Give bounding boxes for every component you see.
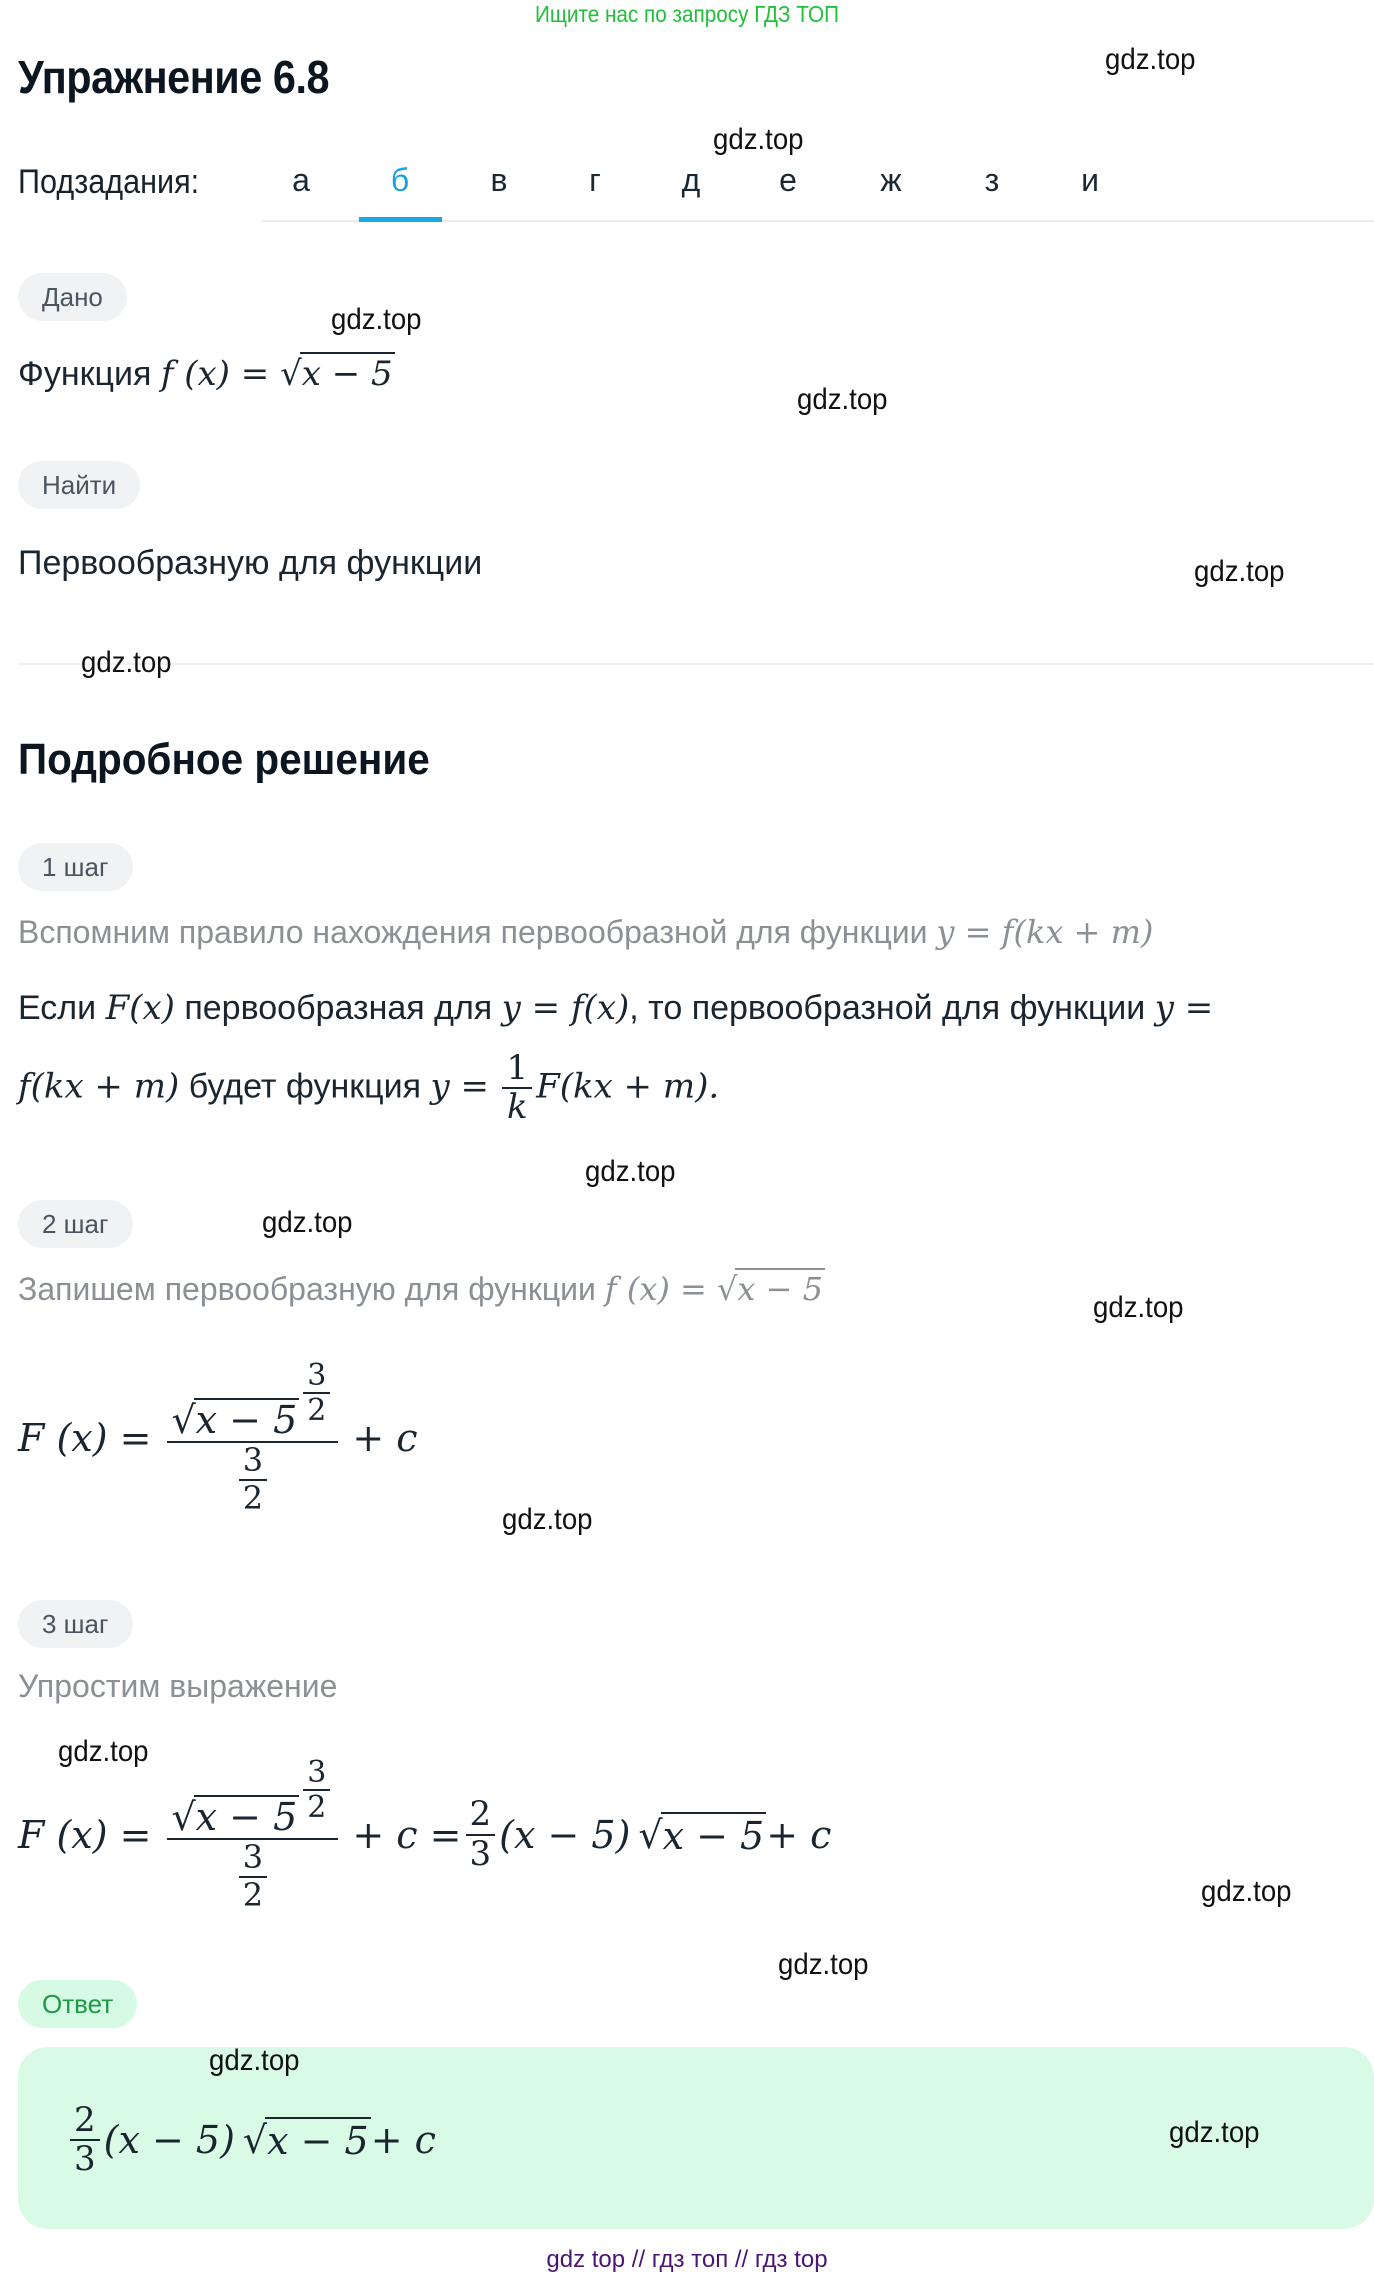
watermark: gdz.top (262, 1206, 353, 1239)
given-text: Функция (18, 355, 152, 393)
answer-formula: $\frac{2}{3}$ (x − 5) √ x − 5 + c (66, 2085, 436, 2195)
watermark: gdz.top (585, 1155, 676, 1188)
tab-a[interactable]: а (292, 162, 310, 198)
watermark: gdz.top (1093, 1291, 1184, 1324)
watermark: gdz.top (1201, 1875, 1292, 1908)
watermark: gdz.top (797, 383, 888, 416)
watermark: gdz.top (1169, 2116, 1260, 2149)
step-1-rule-line-2: f(kx + m) будет функция y = $\frac{1}{k}$ F(kx + m). (18, 1048, 720, 1128)
tab-z[interactable]: з (984, 162, 1000, 198)
step-3-formula: F (x) = √ x − 5 $\frac{3}{2}$ 3 2 + c = $\frac{2}{3}$ (x − 5) √ x − 5 + c (18, 1755, 832, 1914)
tab-v[interactable]: в (490, 162, 508, 198)
watermark: gdz.top (778, 1948, 869, 1981)
step-1-rule-line-1: Если F(x) первообразная для y = f(x), то первообразной для функции y = (18, 988, 1214, 1028)
step-2-hint: Запишем первообразную для функции f (x) = √x − 5 (18, 1270, 823, 1308)
step-3-hint: Упростим выражение (18, 1668, 338, 1704)
watermark: gdz.top (713, 123, 804, 156)
watermark: gdz.top (58, 1735, 149, 1768)
given-formula: f (x) = √x − 5 (160, 354, 393, 394)
step-2-badge: 2 шаг (18, 1200, 133, 1248)
fraction-one-over-k: $\frac{1}{k}$ (502, 1050, 532, 1127)
find-badge: Найти (18, 461, 140, 509)
subtasks-label: Подзадания: (18, 163, 200, 201)
tab-zh[interactable]: ж (880, 162, 902, 198)
solution-title: Подробное решение (18, 735, 430, 784)
tab-g[interactable]: г (589, 162, 601, 198)
watermark: gdz.top (81, 646, 172, 679)
tab-e[interactable]: е (779, 162, 797, 198)
section-divider (18, 663, 1374, 665)
step-1-badge: 1 шаг (18, 843, 133, 891)
footer-links[interactable]: gdz top // гдз топ // гдз top (546, 2246, 828, 2273)
watermark: gdz.top (502, 1503, 593, 1536)
tab-d[interactable]: д (681, 162, 701, 198)
given-badge: Дано (18, 273, 127, 321)
step-2-formula: F (x) = √ x − 5 $\frac{3}{2}$ 3 2 + c (18, 1358, 418, 1517)
watermark: gdz.top (331, 303, 422, 336)
watermark: gdz.top (1194, 555, 1285, 588)
step-1-hint: Вспомним правило нахождения первообразной для функции y = f(kx + m) (18, 913, 1154, 951)
given-statement (18, 352, 395, 394)
step-3-badge: 3 шаг (18, 1600, 133, 1648)
page-title: Упражнение 6.8 (18, 51, 330, 103)
find-text: Первообразную для функции (18, 544, 483, 582)
search-banner: Ищите нас по запросу ГДЗ ТОП (534, 1, 839, 27)
watermark: gdz.top (209, 2044, 300, 2077)
answer-badge: Ответ (18, 1980, 137, 2028)
tab-b[interactable]: б (390, 162, 410, 198)
tab-i[interactable]: и (1081, 162, 1099, 198)
active-tab-indicator (359, 217, 442, 222)
watermark: gdz.top (1105, 43, 1196, 76)
